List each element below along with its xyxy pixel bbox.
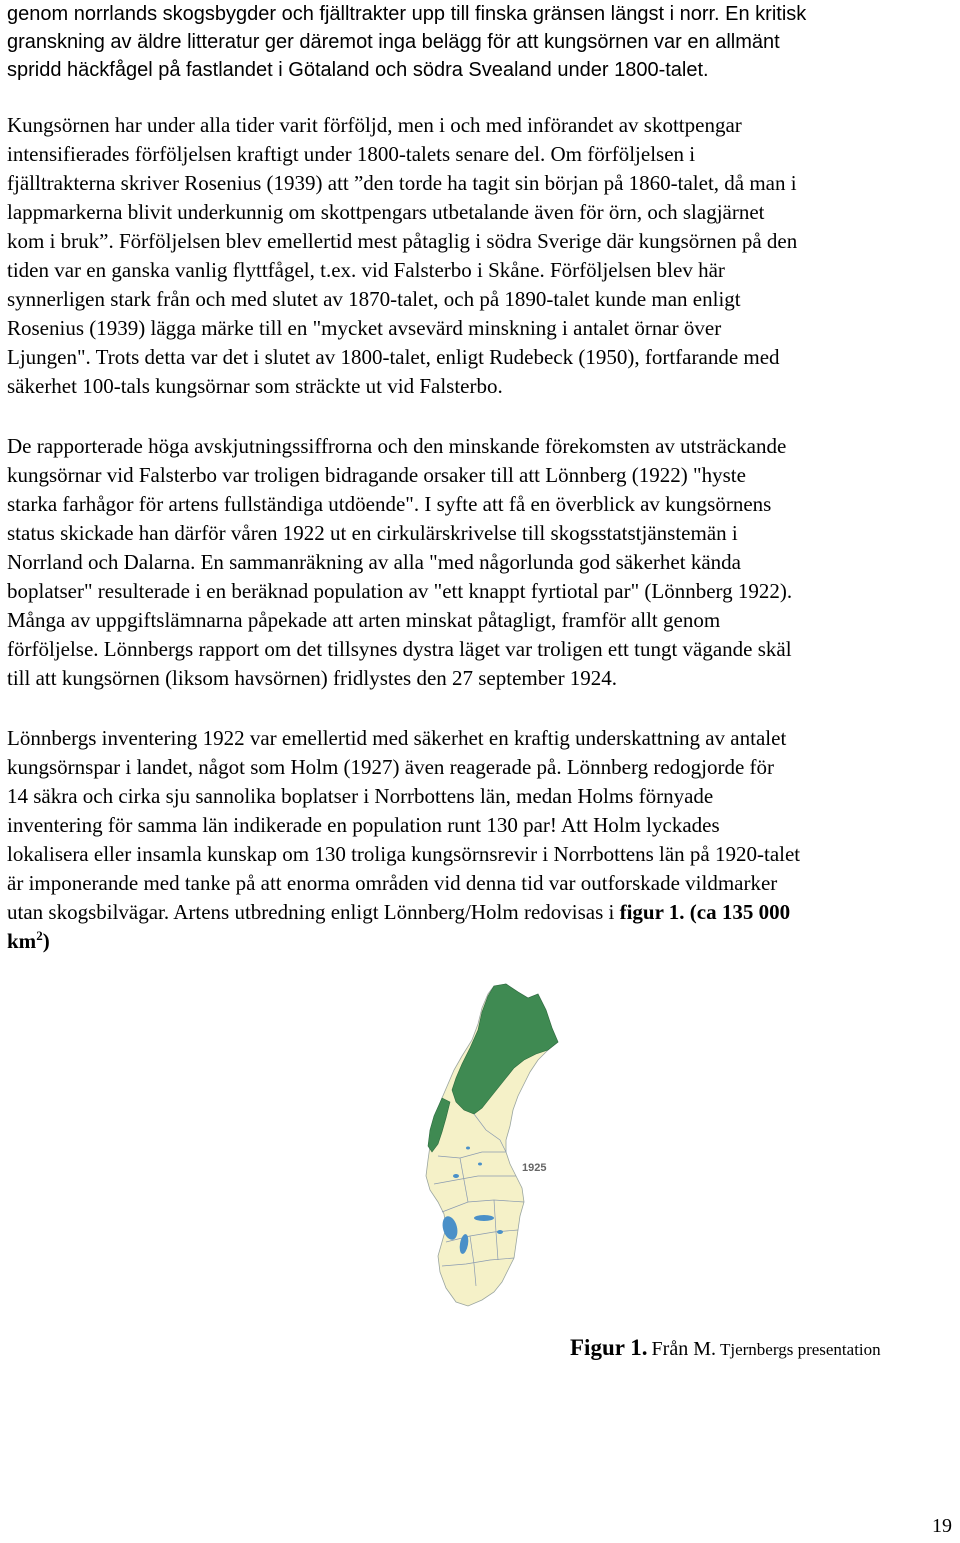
- text-line: inventering för samma län indikerade en population runt 130 par! Att Holm lyckades: [7, 813, 720, 837]
- text-line: [7, 898, 955, 927]
- text-line: Lönnbergs inventering 1922 var emellertid med säkerhet en kraftig underskattning av antalet: [7, 726, 787, 750]
- sweden-range-map: [420, 980, 585, 1320]
- figure-reference: figur 1. (ca 135 000: [619, 900, 791, 924]
- text-line: synnerligen stark från och med slutet av 1870-talet, och på 1890-talet kunde man enligt: [7, 287, 741, 311]
- text-line: genom norrlands skogsbygder och fjälltrakter upp till finska gränsen längst i norr. En kritisk: [7, 3, 807, 25]
- paragraph-2: [7, 111, 955, 401]
- text-line: Ljungen". Trots detta var det i slutet av 1800-talet, enligt Rudebeck (1950), fortfarande med: [7, 345, 780, 369]
- text-line: Norrland och Dalarna. En sammanräkning av alla "med någorlunda god säkerhet kända: [7, 550, 741, 574]
- text-line: boplatser" resulterade i en beräknad population av "ett knappt fyrtiotal par" (Lönnberg 1922).: [7, 579, 793, 603]
- caption-source-author: Från M.: [651, 1338, 716, 1360]
- unit-km: km: [7, 929, 37, 953]
- unit-exponent: 2: [36, 928, 43, 943]
- text-line: lokalisera eller insamla kunskap om 130 troliga kungsörnsrevir i Norrbottens län på 1920-talet: [7, 842, 801, 866]
- text-line: spridd häckfågel på fastlandet i Götaland och södra Svealand under 1800-talet.: [7, 59, 709, 81]
- text-line: kungsörnar vid Falsterbo var troligen bidragande orsaker till att Lönnberg (1922) "hyste: [7, 463, 746, 487]
- paragraph-4: [7, 724, 955, 956]
- text-line: kungsörnspar i landet, något som Holm (1927) även reagerade på. Lönnberg redogjorde för: [7, 755, 775, 779]
- paragraph-3: [7, 432, 955, 693]
- text-line: Kungsörnen har under alla tider varit förföljd, men i och med införandet av skottpengar: [7, 113, 742, 137]
- unit-text: [7, 929, 50, 953]
- text-line: status skickade han därför våren 1922 ut en cirkulärskrivelse till skogsstatstjänstemän i: [7, 521, 738, 545]
- caption-source-text: Tjernbergs presentation: [719, 1340, 881, 1359]
- closing-paren: ): [42, 929, 50, 953]
- text-line: Rosenius (1939) lägga märke till en "mycket avsevärd minskning i antalet örnar över: [7, 316, 722, 340]
- text-line: är imponerande med tanke på att enorma områden vid denna tid var outforskade vildmarker: [7, 871, 778, 895]
- text-line: förföljelse. Lönnbergs rapport om det tillsynes dystra läget var troligen ett tungt vägande skäl: [7, 637, 792, 661]
- text-line: granskning av äldre litteratur ger däremot inga belägg för att kungsörnen var en allmänt: [7, 31, 780, 53]
- text-line: fjälltrakterna skriver Rosenius (1939) att ”den torde ha tagit sin början på 1860-talet, då man i: [7, 171, 797, 195]
- figure-caption: [570, 1335, 881, 1361]
- caption-label: Figur 1.: [570, 1335, 648, 1360]
- text-line: starka farhågor för artens fullständiga utdöende". I syfte att få en överblick av kungsörnens: [7, 492, 772, 516]
- text-line: till att kungsörnen (liksom havsörnen) fridlystes den 27 september 1924.: [7, 666, 618, 690]
- text-segment: intensifierades förföljelsen kraftigt under 1800-talets senare del.: [7, 142, 546, 166]
- text-line: De rapporterade höga avskjutningssiffrorna och den minskande förekomsten av utsträckande: [7, 434, 787, 458]
- map-year-label: 1925: [522, 1162, 547, 1174]
- page-number: 19: [932, 1515, 952, 1537]
- text-line: tiden var en ganska vanlig flyttfågel, t.ex. vid Falsterbo i Skåne. Förföljelsen blev här: [7, 258, 725, 282]
- text-line: 14 säkra och cirka sju sannolika boplatser i Norrbottens län, medan Holms förnyade: [7, 784, 714, 808]
- text-segment: utan skogsbilvägar. Artens utbredning enligt Lönnberg/Holm redovisas i: [7, 900, 615, 924]
- text-line: säkerhet 100-tals kungsörnar som sträckte ut vid Falsterbo.: [7, 374, 503, 398]
- text-line: [7, 140, 955, 169]
- text-line: Många av uppgiftslämnarna påpekade att arten minskat påtagligt, framför allt genom: [7, 608, 721, 632]
- text-segment: Om förföljelsen i: [550, 142, 696, 166]
- text-line: [7, 927, 955, 956]
- text-line: lappmarkerna blivit underkunnig om skottpengars utbetalande även för örn, och slagjärnet: [7, 200, 765, 224]
- paragraph-1: [7, 0, 955, 84]
- text-line: kom i bruk”. Förföljelsen blev emellertid mest påtaglig i södra Sverige där kungsörnen på den: [7, 229, 798, 253]
